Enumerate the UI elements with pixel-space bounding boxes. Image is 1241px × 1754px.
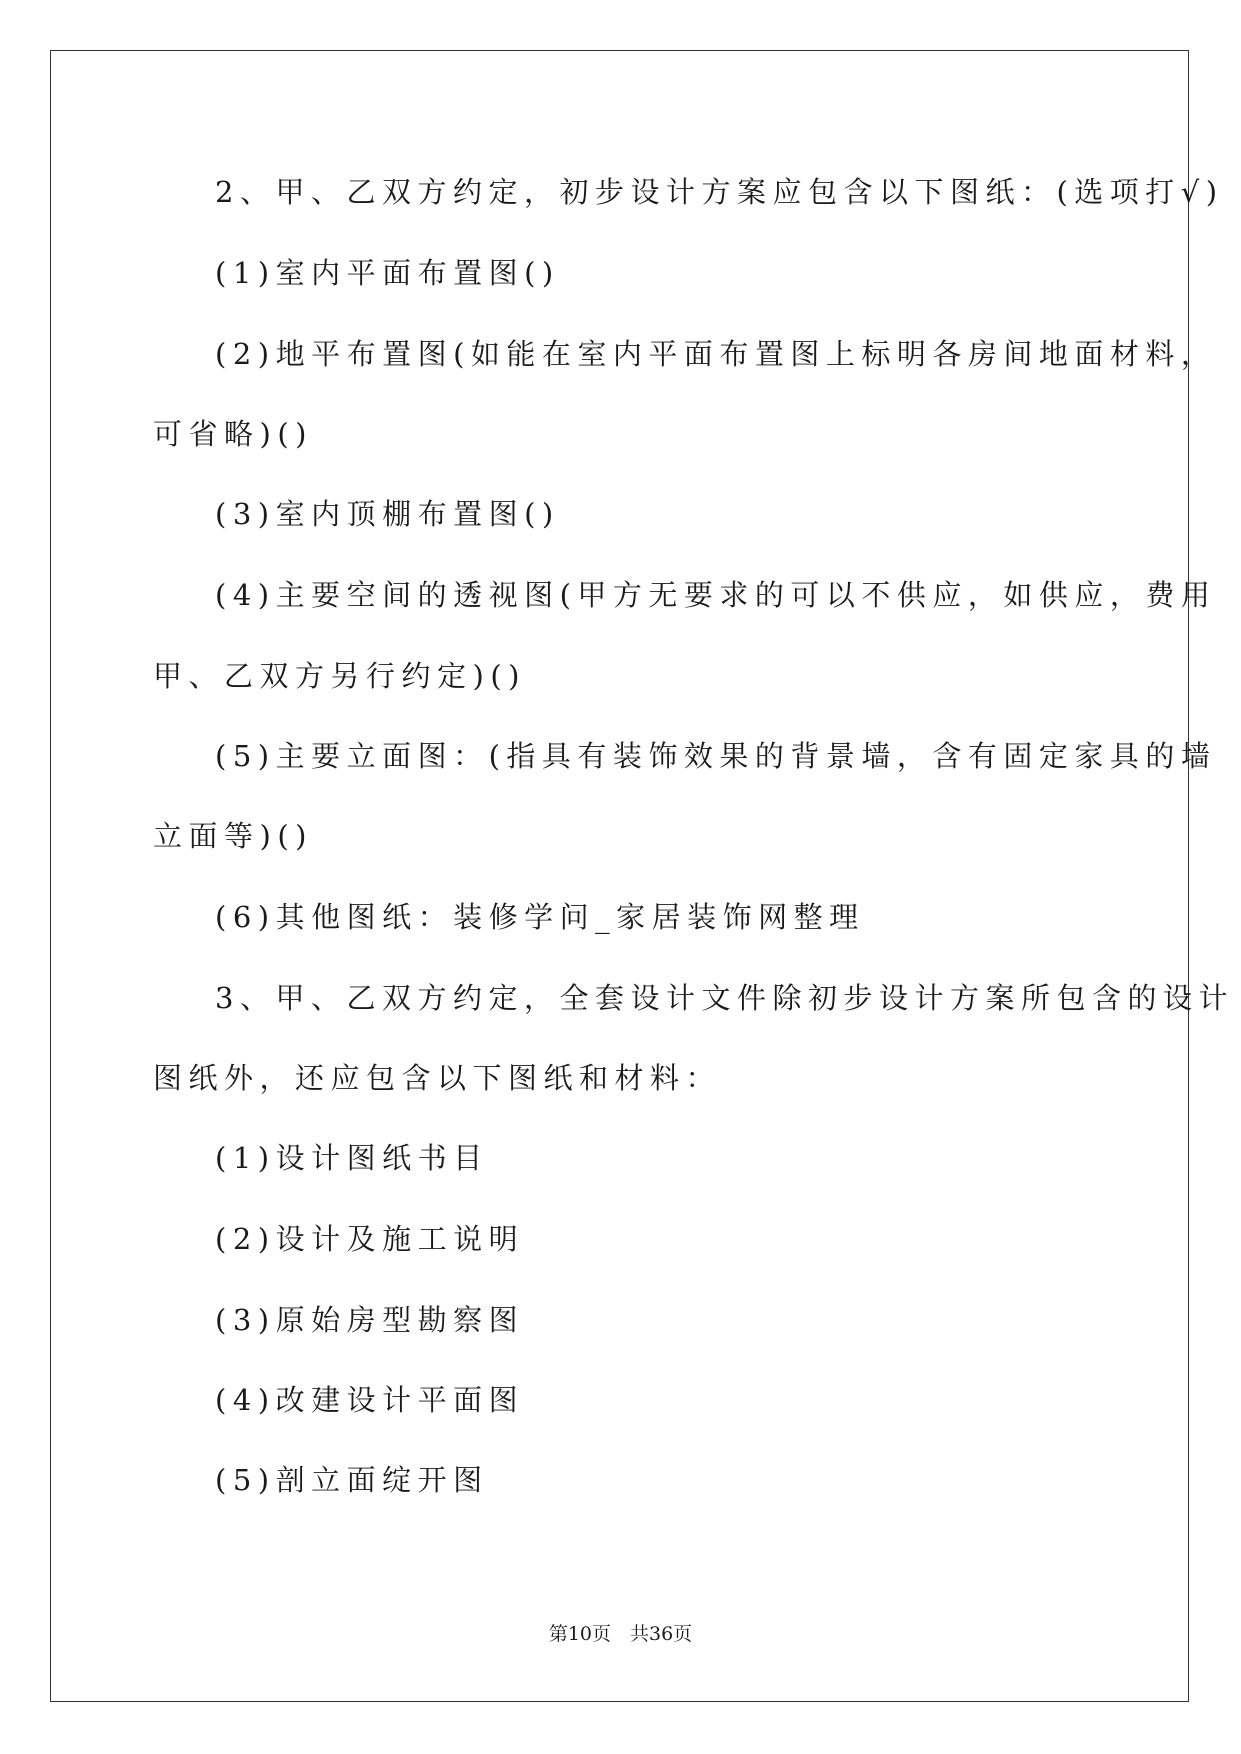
list-item-2-5-continued: 立面等)(): [153, 819, 313, 853]
list-item-3-3: (3)原始房型勘察图: [215, 1303, 525, 1337]
paragraph-clause-3: 3、甲、乙双方约定，全套设计文件除初步设计方案所包含的设计: [215, 981, 1234, 1015]
list-item-3-2: (2)设计及施工说明: [215, 1222, 525, 1256]
list-item-2-2: (2)地平布置图(如能在室内平面布置图上标明各房间地面材料，: [215, 337, 1217, 371]
paragraph-clause-2: 2、甲、乙双方约定，初步设计方案应包含以下图纸：(选项打√): [215, 175, 1224, 209]
list-item-2-4: (4)主要空间的透视图(甲方无要求的可以不供应，如供应，费用: [215, 578, 1217, 612]
list-item-2-5: (5)主要立面图：(指具有装饰效果的背景墙，含有固定家具的墙: [215, 739, 1217, 773]
list-item-2-2-continued: 可省略)(): [153, 417, 313, 451]
page-footer: [0, 1622, 1241, 1646]
page-border: [50, 50, 1189, 1702]
page-number: 第10页 共36页: [548, 1623, 693, 1645]
list-item-2-6: (6)其他图纸：装修学问_家居装饰网整理: [215, 900, 865, 934]
list-item-3-5: (5)剖立面绽开图: [215, 1463, 489, 1497]
list-item-2-1: (1)室内平面布置图(): [215, 256, 560, 290]
list-item-2-4-continued: 甲、乙双方另行约定)(): [153, 659, 526, 693]
list-item-2-3: (3)室内顶棚布置图(): [215, 497, 560, 531]
list-item-3-4: (4)改建设计平面图: [215, 1383, 525, 1417]
paragraph-clause-3-continued: 图纸外，还应包含以下图纸和材料：: [153, 1061, 722, 1095]
list-item-3-1: (1)设计图纸书目: [215, 1141, 489, 1175]
